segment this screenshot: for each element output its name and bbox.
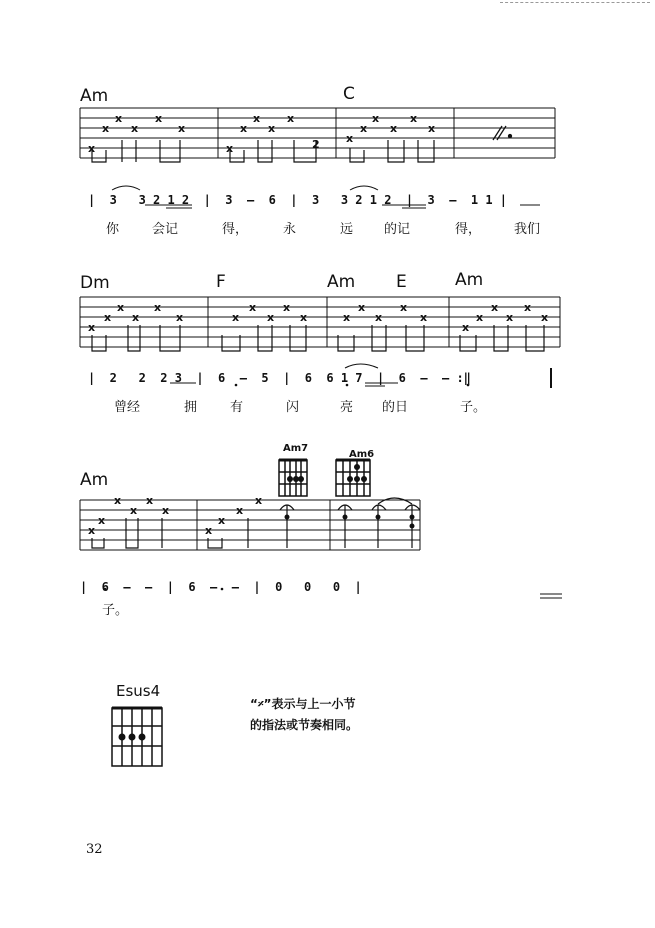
svg-text:x: x xyxy=(390,122,398,135)
svg-text:x: x xyxy=(249,301,257,314)
svg-text:x: x xyxy=(98,514,106,527)
svg-text:x: x xyxy=(131,122,139,135)
lyric-1-3: 永 xyxy=(283,222,297,237)
svg-text:x: x xyxy=(268,122,276,135)
svg-text:x: x xyxy=(283,301,291,314)
lyric-2-5: 的日 xyxy=(382,400,409,415)
chord-dm-2: Dm xyxy=(80,273,110,293)
svg-text:x: x xyxy=(524,301,532,314)
lyric-1-6: 得， xyxy=(455,222,482,237)
svg-text:x: x xyxy=(420,311,428,324)
svg-text:x: x xyxy=(346,132,354,145)
numbered-notation-3: | 6 — — | 6 — — | 0 0 0 | xyxy=(80,580,362,594)
svg-text:x: x xyxy=(253,112,261,125)
svg-text:x: x xyxy=(255,494,263,507)
chord-e-2: E xyxy=(396,272,407,292)
svg-text:x: x xyxy=(132,311,140,324)
svg-text:x: x xyxy=(506,311,514,324)
lyric-1-5: 的记 xyxy=(384,222,411,237)
svg-text:x: x xyxy=(240,122,248,135)
svg-text:x: x xyxy=(205,524,213,537)
svg-text:x: x xyxy=(491,301,499,314)
svg-text:x: x xyxy=(375,311,383,324)
svg-text:x: x xyxy=(115,112,123,125)
svg-text:x: x xyxy=(236,504,244,517)
legend-note-line2: 的指法或节奏相同。 xyxy=(250,718,359,732)
svg-text:x: x xyxy=(162,504,170,517)
legend-note-line1: “𝄎”表示与上一小节 xyxy=(250,697,356,711)
svg-text:x: x xyxy=(155,112,163,125)
chord-am7-label: Am7 xyxy=(283,443,309,454)
svg-text:x: x xyxy=(176,311,184,324)
svg-text:x: x xyxy=(130,504,138,517)
lyric-1-4: 远 xyxy=(340,222,354,237)
svg-text:x: x xyxy=(541,311,549,324)
svg-text:x: x xyxy=(358,301,366,314)
page-number: 32 xyxy=(86,842,103,857)
svg-text:x: x xyxy=(232,311,240,324)
lyric-2-6: 子。 xyxy=(460,400,487,415)
lyric-2-3: 闪 xyxy=(286,400,300,415)
numbered-notation-2: | 2 2 2 3 | 6 — 5 | 6 6 1 7 | 6 — — :‖ xyxy=(88,371,471,385)
svg-text:x: x xyxy=(218,514,226,527)
lyric-3-0: 子。 xyxy=(102,603,129,618)
svg-text:x: x xyxy=(410,112,418,125)
chord-am-1: Am xyxy=(80,86,109,106)
svg-text:x: x xyxy=(154,301,162,314)
svg-text:x: x xyxy=(117,301,125,314)
svg-text:x: x xyxy=(114,494,122,507)
svg-text:x: x xyxy=(476,311,484,324)
svg-text:x: x xyxy=(343,311,351,324)
lyric-2-0: 曾经 xyxy=(114,400,141,415)
svg-text:x: x xyxy=(287,112,295,125)
lyric-2-4: 亮 xyxy=(340,400,354,415)
chord-c-1: C xyxy=(343,84,355,104)
svg-text:x: x xyxy=(372,112,380,125)
chord-am-2b: Am xyxy=(455,270,484,290)
chord-am6-label: Am6 xyxy=(349,449,375,460)
svg-text:x: x xyxy=(88,524,96,537)
lyric-1-7: 我们 xyxy=(514,222,541,237)
svg-text:2: 2 xyxy=(312,138,320,151)
lyric-1-1: 会记 xyxy=(152,222,179,237)
svg-text:x: x xyxy=(102,122,110,135)
numbered-notation-1: | 3 3 2 1 2 | 3 — 6 | 3 3 2 1 2 | 3 — 1 1 | xyxy=(88,193,508,207)
svg-text:x: x xyxy=(104,311,112,324)
lyric-1-2: 得， xyxy=(222,222,249,237)
svg-text:x: x xyxy=(428,122,436,135)
svg-text:x: x xyxy=(88,142,96,155)
svg-text:x: x xyxy=(360,122,368,135)
lyric-1-0: 你 xyxy=(106,222,120,237)
svg-text:x: x xyxy=(226,142,234,155)
svg-text:x: x xyxy=(178,122,186,135)
svg-text:x: x xyxy=(462,321,470,334)
svg-text:x: x xyxy=(267,311,275,324)
chord-am-3: Am xyxy=(80,470,109,490)
chord-am-2: Am xyxy=(327,272,356,292)
svg-text:x: x xyxy=(88,321,96,334)
svg-text:x: x xyxy=(400,301,408,314)
chord-f-2: F xyxy=(216,272,226,292)
svg-text:x: x xyxy=(146,494,154,507)
lyric-2-2: 有 xyxy=(230,400,244,415)
esus4-label: Esus4 xyxy=(116,682,161,700)
svg-text:x: x xyxy=(300,311,308,324)
lyric-2-1: 拥 xyxy=(184,400,198,415)
